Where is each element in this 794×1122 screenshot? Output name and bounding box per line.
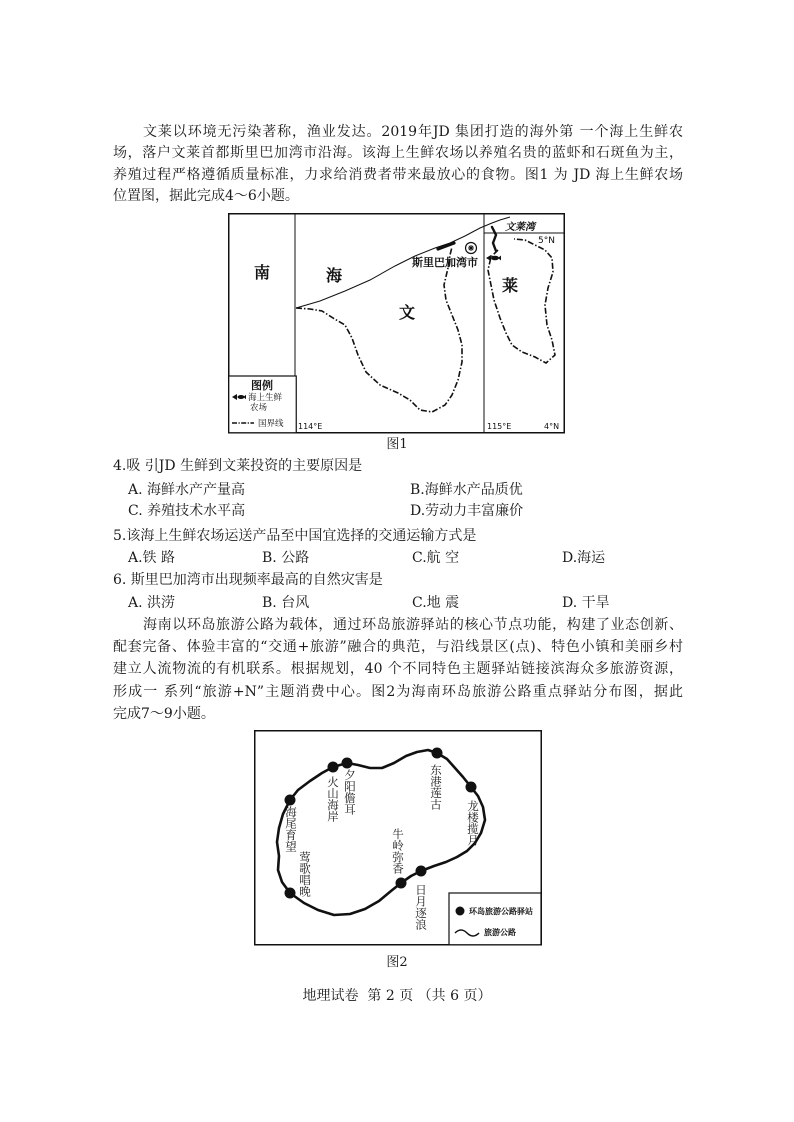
station-dot	[432, 748, 443, 759]
station-label-haiwei: 海尾育望	[284, 806, 298, 852]
question-5-option-b: B. 公路	[262, 550, 310, 566]
country-label-char-1: 文	[398, 303, 416, 322]
passage-line: 养殖过程严格遵循质量标准，力求给消费者带来最放心的食物。图1 为 JD 海上生鲜农场	[113, 166, 683, 183]
passage-line: 配套完备、体验丰富的“交通+旅游”融合的典范，与沿线景区(点)、特色小镇和美丽乡村	[113, 639, 683, 656]
question-4-stem: 4.吸 引JD 生鲜到文莱投资的主要原因是	[113, 458, 363, 474]
station-label-huoshan-haian: 火山海岸	[326, 776, 340, 822]
station-label-donggang: 东港莲古	[429, 764, 443, 810]
passage-line: 位置图，据此完成4～6小题。	[113, 187, 299, 204]
question-4-option-b: B.海鲜水产品质优	[410, 482, 523, 498]
question-5-option-a: A.铁 路	[128, 550, 176, 566]
legend-farm-label-2: 农场	[250, 403, 268, 413]
hainan-passage	[113, 614, 683, 725]
capital-label: 斯里巴加湾市	[412, 256, 478, 269]
intro-passage	[113, 122, 683, 207]
sea-label-char-2: 海	[325, 266, 343, 285]
figure-2-caption: 图2	[386, 955, 408, 970]
passage-line: 形成一 系列“旅游+N”主题消费中心。图2为海南环岛旅游公路重点驿站分布图，据此	[113, 683, 683, 700]
question-6-stem: 6. 斯里巴加湾市出现频率最高的自然灾害是	[113, 572, 383, 588]
brunei-location-map	[228, 213, 565, 434]
question-6-option-a: A. 洪涝	[128, 595, 176, 611]
latitude-label-top: 5°N	[538, 236, 555, 246]
legend-title: 图例	[251, 379, 273, 392]
passage-line: 建立人流物流的有机联系。根据规划，40 个不同特色主题驿站链接滨海众多旅游资源，	[113, 661, 683, 678]
longitude-label-east: 115°E	[487, 422, 512, 431]
passage-line: 海南以环岛旅游公路为载体，通过环岛旅游驿站的核心节点功能，构建了业态创新、	[143, 617, 683, 633]
question-5-stem: 5.该海上生鲜农场运送产品至中国宜选择的交通运输方式是	[113, 528, 477, 544]
passage-line: 场，落户文莱首都斯里巴加湾市沿海。该海上生鲜农场以养殖名贵的蓝虾和石斑鱼为主，	[113, 145, 683, 162]
station-label-yingge-changwan: 莺歌唱晚	[298, 851, 312, 897]
filled-circle-icon	[456, 907, 465, 916]
legend-border-label: 国界线	[258, 419, 284, 429]
station-dot	[466, 782, 477, 793]
question-5-option-d: D.海运	[562, 550, 606, 566]
station-dot	[285, 888, 296, 899]
map-legend	[229, 376, 297, 433]
question-6-option-d: D. 干旱	[562, 595, 610, 611]
map-legend	[449, 893, 541, 945]
longitude-label-west: 114°E	[298, 422, 323, 431]
city-marker-icon	[466, 243, 477, 254]
station-label-riyue-zhulang: 日月逐浪	[414, 884, 428, 930]
country-label-char-2: 莱	[501, 276, 519, 295]
station-dot	[342, 758, 353, 769]
station-dot	[416, 866, 427, 877]
question-4-option-d: D.劳动力丰富廉价	[410, 503, 524, 519]
station-dot	[396, 878, 407, 889]
question-6-option-b: B. 台风	[262, 595, 310, 611]
question-4-option-c: C. 养殖技术水平高	[128, 503, 246, 519]
sea-label-char-1: 南	[253, 263, 271, 282]
station-dot	[285, 795, 296, 806]
question-6-option-c: C.地 震	[412, 595, 460, 611]
passage-line: 文莱以环境无污染著称，渔业发达。2019年JD 集团打造的海外第 一个海上生鲜农	[143, 124, 683, 140]
station-label-xiyang-danner: 夕阳儋耳	[343, 769, 357, 815]
legend-station-label: 环岛旅游公路驿站	[469, 907, 533, 916]
station-label-niuling-mixiang: 牛岭弥香	[391, 828, 405, 874]
latitude-label-bottom: 4°N	[544, 422, 560, 431]
bay-label: 文莱湾	[505, 222, 535, 233]
question-4-option-a: A. 海鲜水产产量高	[128, 482, 246, 498]
figure-1-caption: 图1	[386, 437, 408, 452]
station-dot	[328, 762, 339, 773]
question-5-option-c: C.航 空	[412, 550, 460, 566]
legend-farm-label: 海上生鲜	[248, 393, 283, 403]
legend-road-label: 旅游公路	[484, 928, 516, 937]
page-footer: 地理试卷 第 2 页 （共 6 页）	[302, 988, 492, 1004]
passage-line: 完成7～9小题。	[113, 705, 215, 722]
station-label-longlou-lanyue: 龙楼揽月	[466, 800, 480, 846]
